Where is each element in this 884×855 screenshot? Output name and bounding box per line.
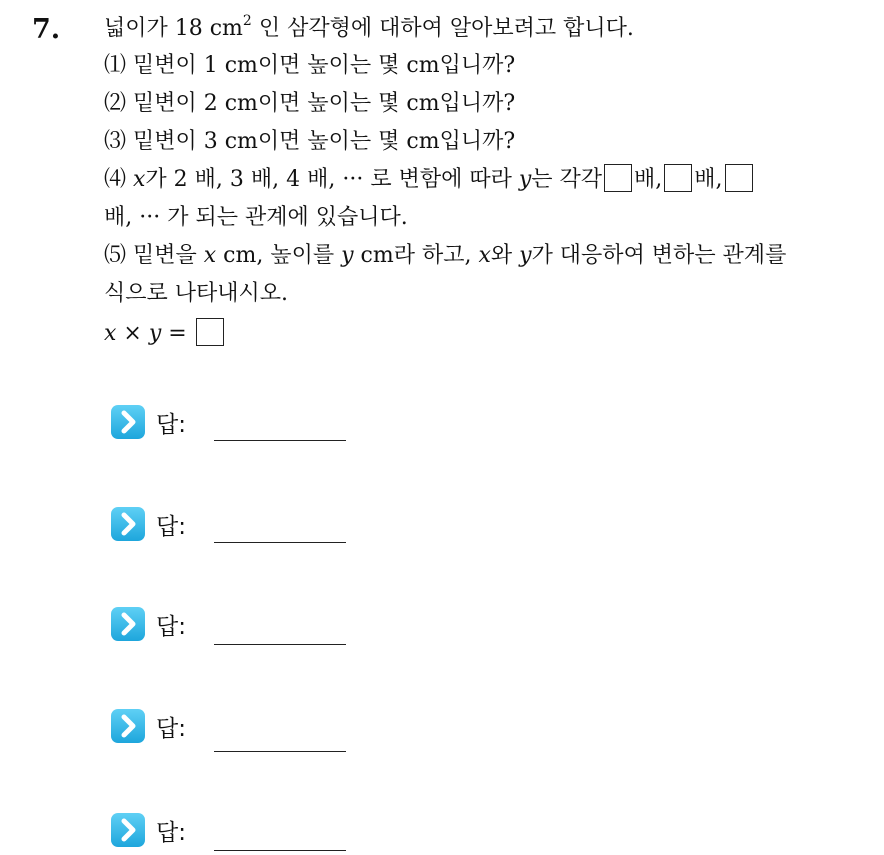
question-stem	[104, 14, 634, 44]
part-3: ⑶ 밑변이 3 cm이면 높이는 몇 cm입니까?	[104, 129, 516, 154]
part-5	[104, 241, 786, 271]
stem-superscript: 2	[242, 12, 252, 29]
part-5-text: cm라 하고,	[353, 243, 479, 268]
chevron-right-icon	[110, 606, 146, 642]
variable-y: y	[341, 243, 354, 268]
formula-answer-box[interactable]	[196, 318, 224, 346]
answer-input-line[interactable]	[214, 542, 346, 543]
answer-box[interactable]	[604, 164, 632, 192]
chevron-right-icon	[110, 506, 146, 542]
answer-label: 답:	[156, 514, 186, 540]
formula	[104, 319, 226, 349]
part-2: ⑵ 밑변이 2 cm이면 높이는 몇 cm입니까?	[104, 91, 516, 116]
stem-text-end: 인 삼각형에 대하여 알아보려고 합니다.	[251, 16, 634, 41]
chevron-right-icon	[110, 404, 146, 440]
part-5-line2: 식으로 나타내시오.	[104, 281, 289, 306]
part-5-text: 와	[490, 243, 520, 268]
formula-operator: ×	[116, 321, 149, 346]
formula-equals: =	[161, 321, 194, 346]
answer-label: 답:	[156, 412, 186, 438]
part-4-text: 는 각각	[531, 167, 603, 192]
answer-input-line[interactable]	[214, 644, 346, 645]
question-number: 7.	[32, 14, 61, 45]
formula-x: x	[104, 321, 117, 346]
answer-input-line[interactable]	[214, 850, 346, 851]
part-5-text: ⑸ 밑변을	[104, 243, 204, 268]
part-1: ⑴ 밑변이 1 cm이면 높이는 몇 cm입니까?	[104, 53, 516, 78]
variable-y: y	[519, 243, 532, 268]
answer-input-line[interactable]	[214, 751, 346, 752]
part-4-line2: 배, ··· 가 되는 관계에 있습니다.	[104, 205, 408, 230]
stem-text: 넓이가 18 cm	[104, 16, 243, 41]
part-5-text: cm, 높이를	[216, 243, 342, 268]
part-4-text: 가 2 배, 3 배, 4 배, ··· 로 변함에 따라	[145, 167, 519, 192]
answer-label: 답:	[156, 716, 186, 742]
answer-input-line[interactable]	[214, 440, 346, 441]
answer-label: 답:	[156, 820, 186, 846]
part-4-text: 배,	[634, 167, 663, 192]
chevron-right-icon	[110, 812, 146, 848]
variable-x: x	[203, 243, 217, 268]
answer-box[interactable]	[664, 164, 692, 192]
part-4-text: ⑷	[104, 167, 133, 192]
part-4	[104, 165, 755, 195]
variable-y: y	[518, 167, 532, 192]
variable-x: x	[133, 167, 146, 192]
answer-box[interactable]	[725, 164, 753, 192]
part-5-text: 가 대응하여 변하는 관계를	[531, 243, 787, 268]
part-4-text: 배,	[694, 167, 723, 192]
formula-y: y	[148, 321, 162, 346]
chevron-right-icon	[110, 708, 146, 744]
answer-label: 답:	[156, 614, 186, 640]
variable-x: x	[478, 243, 491, 268]
